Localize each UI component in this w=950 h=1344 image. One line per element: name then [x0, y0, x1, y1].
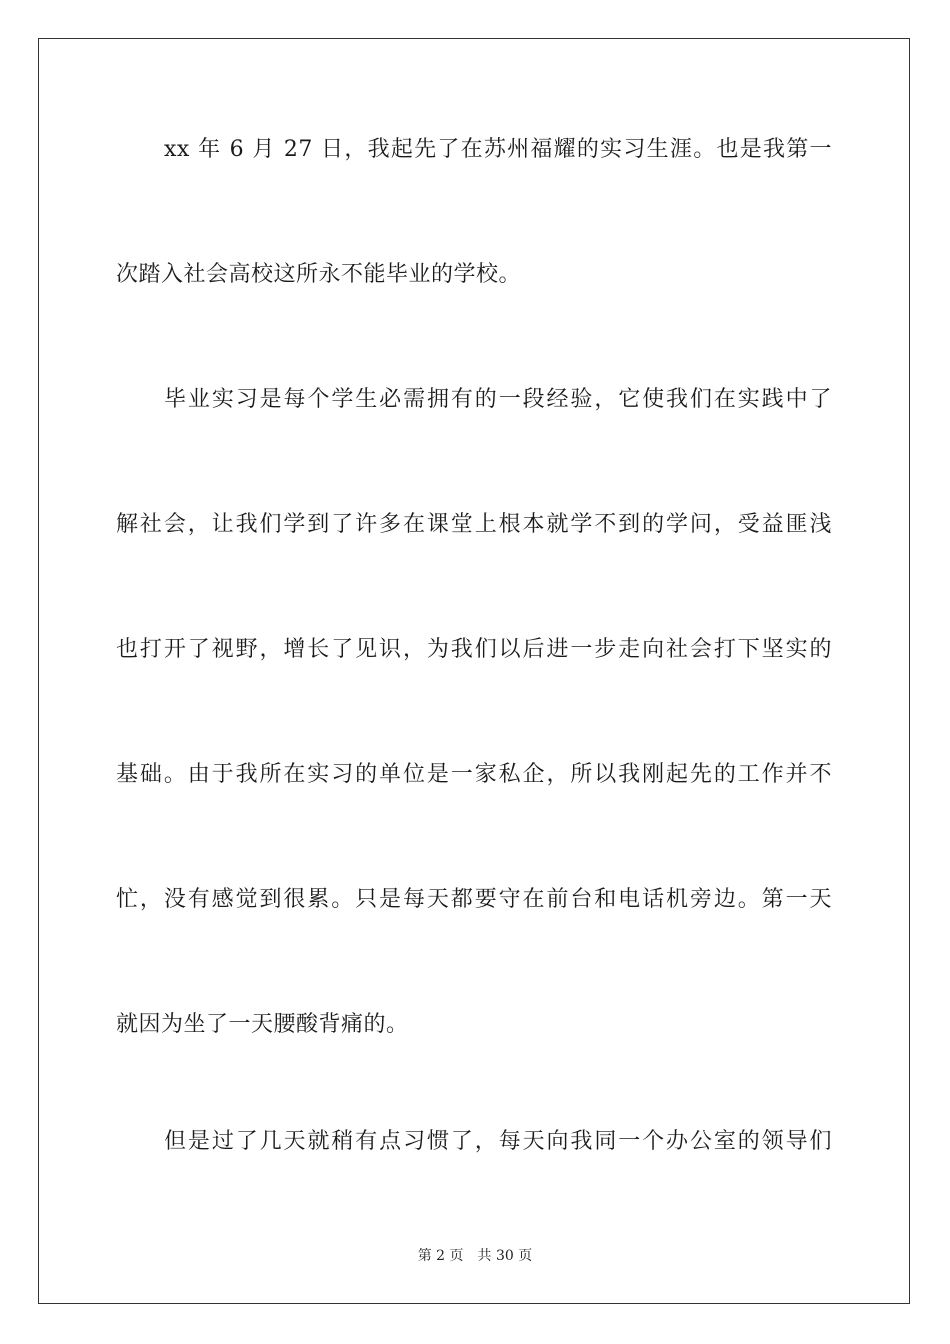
paragraph-line: 解社会，让我们学到了许多在课堂上根本就学不到的学问，受益匪浅	[116, 512, 832, 537]
paragraph-line: xx 年 6 月 27 日，我起先了在苏州福耀的实习生涯。也是我第一	[164, 137, 832, 162]
paragraph-line: 就因为坐了一天腰酸背痛的。	[116, 1012, 409, 1037]
paragraph-line: 基础。由于我所在实习的单位是一家私企，所以我刚起先的工作并不	[116, 762, 832, 787]
paragraph-line: 次踏入社会高校这所永不能毕业的学校。	[116, 262, 522, 287]
paragraph-line: 忙，没有感觉到很累。只是每天都要守在前台和电话机旁边。第一天	[116, 887, 832, 912]
page-total: 共 30 页	[477, 1248, 533, 1264]
page-number: 第 2 页	[417, 1248, 464, 1264]
paragraph-line: 但是过了几天就稍有点习惯了，每天向我同一个办公室的领导们	[164, 1129, 832, 1154]
paragraph-line: 毕业实习是每个学生必需拥有的一段经验，它使我们在实践中了	[164, 387, 832, 412]
page-border	[38, 38, 910, 1304]
paragraph-line: 也打开了视野，增长了见识，为我们以后进一步走向社会打下坚实的	[116, 637, 832, 662]
page-footer	[0, 1246, 950, 1266]
